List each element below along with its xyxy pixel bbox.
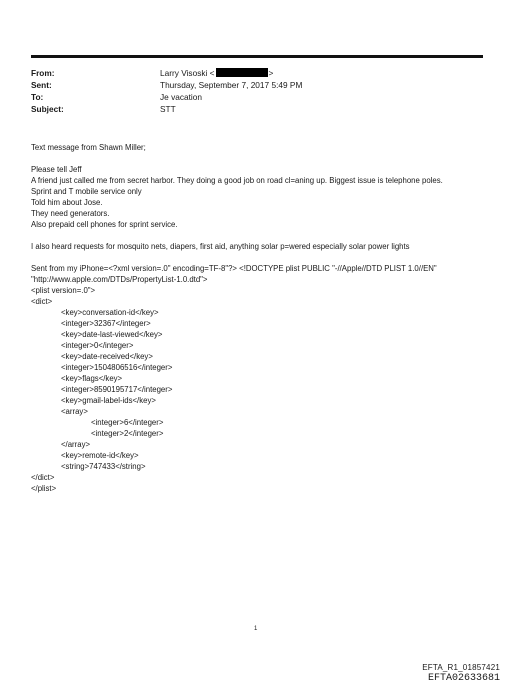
- plist-line: <key>date-last-viewed</key>: [61, 330, 163, 339]
- to-label: To:: [31, 92, 44, 102]
- body-line: Sprint and T mobile service only: [31, 187, 142, 196]
- sent-value: Thursday, September 7, 2017 5:49 PM: [160, 80, 303, 90]
- sent-label: Sent:: [31, 80, 52, 90]
- sender-suffix: >: [268, 68, 274, 78]
- sender-name: Larry Visoski <: [160, 68, 215, 78]
- from-value: [160, 67, 273, 79]
- plist-line: <key>conversation-id</key>: [61, 308, 159, 317]
- plist-line: </dict>: [31, 473, 55, 482]
- requests-line: I also heard requests for mosquito nets, diapers, first aid, anything solar p=wered especially solar power lights: [31, 242, 410, 251]
- plist-line: <array>: [61, 407, 88, 416]
- from-label: From:: [31, 68, 55, 78]
- dtd-line: "http://www.apple.com/DTDs/PropertyList-1.0.dtd">: [31, 275, 208, 284]
- body-line: Told him about Jose.: [31, 198, 103, 207]
- plist-line: <integer>32367</integer>: [61, 319, 151, 328]
- plist-line: <key>date-received</key>: [61, 352, 153, 361]
- body-line: They need generators.: [31, 209, 110, 218]
- plist-line: <integer>8590195717</integer>: [61, 385, 173, 394]
- plist-line: <key>flags</key>: [61, 374, 123, 383]
- sent-from-line: Sent from my iPhone=<?xml version=.0" encoding=TF-8"?> <!DOCTYPE plist PUBLIC "-//Apple//DTD PLIST 1.0//EN": [31, 264, 437, 273]
- plist-line: <integer>6</integer>: [91, 418, 164, 427]
- plist-line: <plist version=.0">: [31, 286, 96, 295]
- plist-line: <integer>2</integer>: [91, 429, 164, 438]
- bates-number-secondary: EFTA02633681: [427, 673, 500, 684]
- plist-line: <dict>: [31, 297, 53, 306]
- redaction-block: [216, 68, 268, 77]
- to-value: Je vacation: [160, 92, 202, 102]
- plist-line: <integer>0</integer>: [61, 341, 134, 350]
- intro-line: Text message from Shawn Miller;: [31, 143, 146, 152]
- body-line: Also prepaid cell phones for sprint service.: [31, 220, 178, 229]
- body-line: Please tell Jeff: [31, 165, 82, 174]
- header-rule: [31, 55, 483, 58]
- plist-line: </plist>: [31, 484, 57, 493]
- plist-line: </array>: [61, 440, 91, 449]
- plist-line: <string>747433</string>: [61, 462, 146, 471]
- page-number: 1: [254, 626, 258, 632]
- subject-label: Subject:: [31, 104, 64, 114]
- bates-number-primary: EFTA_R1_01857421: [422, 663, 500, 672]
- body-line: A friend just called me from secret harbor. They doing a good job on road cl=aning up. Biggest issue is telephone poles.: [31, 176, 443, 185]
- subject-value: STT: [160, 104, 176, 114]
- plist-line: <key>remote-id</key>: [61, 451, 139, 460]
- message-body: [31, 142, 486, 494]
- plist-line: <key>gmail-label-ids</key>: [61, 396, 156, 405]
- plist-line: <integer>1504806516</integer>: [61, 363, 173, 372]
